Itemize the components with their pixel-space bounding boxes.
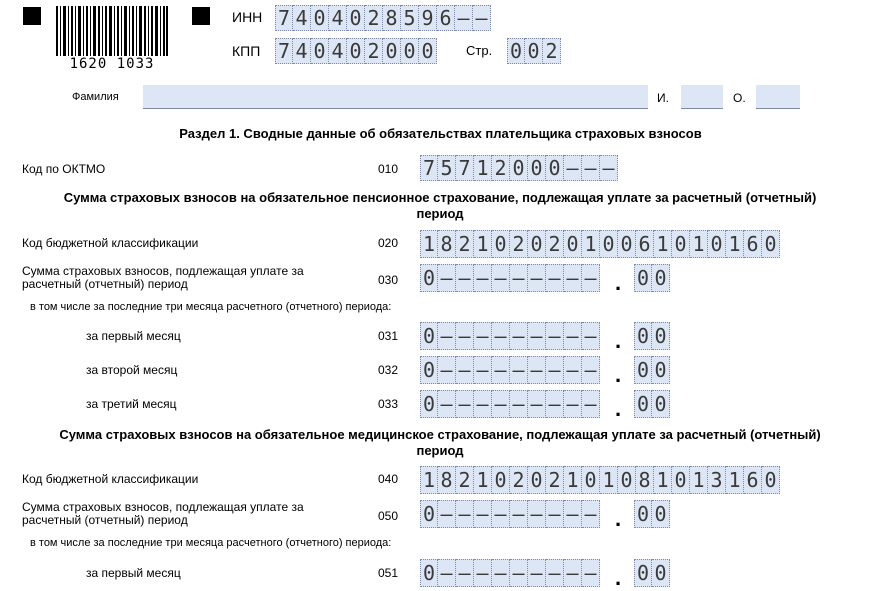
- decimal-point: .: [615, 328, 622, 353]
- corner-marker-left: [23, 7, 41, 25]
- char-cell: 4: [293, 5, 311, 31]
- char-cell: 0: [708, 230, 726, 258]
- char-cell: –: [546, 356, 564, 384]
- char-cell: –: [474, 500, 492, 528]
- char-cell: –: [456, 559, 474, 587]
- decimal-point: .: [615, 396, 622, 421]
- decimal-point: .: [615, 362, 622, 387]
- char-cell: –: [438, 356, 456, 384]
- char-cell: –: [438, 390, 456, 418]
- char-cell: 0: [420, 264, 438, 292]
- char-cell: –: [456, 500, 474, 528]
- inn-label: ИНН: [232, 9, 263, 25]
- char-cell: 2: [546, 230, 564, 258]
- char-cell: 7: [420, 155, 438, 181]
- decimal-point: .: [615, 565, 622, 590]
- char-cell: 1: [564, 466, 582, 494]
- medical-title: Сумма страховых взносов на обязательное медицинское страхование, подлежащая уплате за расчетный (отчетный) период: [59, 427, 821, 458]
- char-cell: 2: [456, 230, 474, 258]
- char-cell: –: [546, 264, 564, 292]
- char-cell: 4: [329, 38, 347, 64]
- char-cell: –: [582, 356, 600, 384]
- page-label: Стр.: [466, 43, 493, 58]
- page-field[interactable]: [507, 38, 561, 64]
- char-cell: –: [564, 356, 582, 384]
- char-cell: 6: [636, 230, 654, 258]
- char-cell: –: [510, 356, 528, 384]
- char-cell: –: [456, 356, 474, 384]
- char-cell: –: [582, 390, 600, 418]
- char-cell: 0: [634, 559, 652, 587]
- char-cell: –: [582, 559, 600, 587]
- char-cell: 0: [582, 466, 600, 494]
- char-cell: –: [474, 356, 492, 384]
- pension-m3-dec[interactable]: [634, 390, 670, 418]
- char-cell: 0: [420, 322, 438, 350]
- char-cell: –: [546, 500, 564, 528]
- medical-sum-label: Сумма страховых взносов, подлежащая уплате за расчетный (отчетный) период: [22, 500, 304, 527]
- char-cell: 0: [652, 356, 670, 384]
- char-cell: 0: [618, 466, 636, 494]
- initial-o-label: О.: [733, 91, 746, 105]
- char-cell: –: [492, 559, 510, 587]
- char-cell: 0: [564, 230, 582, 258]
- char-cell: 6: [744, 466, 762, 494]
- char-cell: 0: [528, 155, 546, 181]
- char-cell: 1: [690, 230, 708, 258]
- char-cell: 9: [419, 5, 437, 31]
- char-cell: 0: [634, 322, 652, 350]
- char-cell: –: [564, 500, 582, 528]
- surname-label: Фамилия: [72, 91, 119, 103]
- char-cell: 0: [420, 500, 438, 528]
- char-cell: 0: [492, 466, 510, 494]
- initial-i-label: И.: [657, 91, 669, 105]
- char-cell: –: [582, 155, 600, 181]
- char-cell: –: [546, 559, 564, 587]
- kpp-label: КПП: [232, 43, 261, 59]
- pension-kbk-field[interactable]: [420, 230, 780, 258]
- barcode-number: 1620 1033: [56, 56, 168, 72]
- char-cell: 0: [420, 356, 438, 384]
- medical-kbk-label: Код бюджетной классификации: [22, 472, 199, 486]
- char-cell: –: [510, 264, 528, 292]
- char-cell: 0: [634, 264, 652, 292]
- pension-sum-dec[interactable]: [634, 264, 670, 292]
- char-cell: 2: [510, 466, 528, 494]
- char-cell: 1: [726, 466, 744, 494]
- char-cell: 0: [618, 230, 636, 258]
- char-cell: 2: [456, 466, 474, 494]
- section-title: Раздел 1. Сводные данные об обязательствах плательщика страховых взносов: [179, 126, 702, 141]
- oktmo-code: 010: [378, 162, 399, 176]
- corner-marker-right: [192, 7, 210, 25]
- medical-months-label: в том числе за последние три месяца расчетного (отчетного) периода:: [30, 537, 392, 549]
- pension-m2-dec[interactable]: [634, 356, 670, 384]
- char-cell: –: [438, 322, 456, 350]
- char-cell: 0: [507, 38, 525, 64]
- char-cell: –: [582, 500, 600, 528]
- char-cell: 4: [293, 38, 311, 64]
- char-cell: 1: [474, 466, 492, 494]
- char-cell: –: [492, 390, 510, 418]
- char-cell: 3: [708, 466, 726, 494]
- char-cell: 0: [347, 5, 365, 31]
- char-cell: –: [510, 559, 528, 587]
- char-cell: –: [510, 390, 528, 418]
- char-cell: 1: [654, 466, 672, 494]
- inn-field[interactable]: [275, 5, 491, 31]
- pension-kbk-code: 020: [378, 236, 399, 250]
- char-cell: 6: [744, 230, 762, 258]
- pension-m1-dec[interactable]: [634, 322, 670, 350]
- char-cell: 0: [634, 390, 652, 418]
- char-cell: 2: [543, 38, 561, 64]
- char-cell: 0: [347, 38, 365, 64]
- char-cell: –: [528, 356, 546, 384]
- pension-m3-label: за третий месяц: [86, 397, 177, 411]
- char-cell: 0: [672, 230, 690, 258]
- char-cell: 0: [634, 356, 652, 384]
- char-cell: –: [456, 322, 474, 350]
- char-cell: –: [492, 264, 510, 292]
- char-cell: 0: [528, 230, 546, 258]
- char-cell: 1: [474, 230, 492, 258]
- char-cell: –: [564, 390, 582, 418]
- medical-kbk-field[interactable]: [420, 466, 780, 494]
- pension-m2-int[interactable]: [420, 356, 600, 384]
- pension-kbk-label: Код бюджетной классификации: [22, 236, 199, 250]
- char-cell: 8: [383, 5, 401, 31]
- char-cell: 8: [438, 230, 456, 258]
- surname-field[interactable]: [143, 85, 648, 109]
- char-cell: –: [492, 500, 510, 528]
- char-cell: –: [492, 322, 510, 350]
- decimal-point: .: [615, 506, 622, 531]
- char-cell: –: [510, 322, 528, 350]
- char-cell: 7: [456, 155, 474, 181]
- char-cell: 4: [329, 5, 347, 31]
- char-cell: –: [474, 559, 492, 587]
- char-cell: –: [473, 5, 491, 31]
- char-cell: 0: [525, 38, 543, 64]
- char-cell: –: [582, 322, 600, 350]
- char-cell: –: [528, 559, 546, 587]
- char-cell: 0: [652, 559, 670, 587]
- char-cell: –: [492, 356, 510, 384]
- pension-sum-int[interactable]: [420, 264, 600, 292]
- char-cell: 0: [311, 38, 329, 64]
- char-cell: –: [438, 500, 456, 528]
- char-cell: 1: [600, 466, 618, 494]
- char-cell: 0: [383, 38, 401, 64]
- char-cell: 1: [726, 230, 744, 258]
- medical-m1-code: 051: [378, 566, 399, 580]
- char-cell: 0: [420, 390, 438, 418]
- char-cell: 2: [510, 230, 528, 258]
- char-cell: 0: [528, 466, 546, 494]
- medical-m1-dec[interactable]: [634, 559, 670, 587]
- medical-sum-dec[interactable]: [634, 500, 670, 528]
- char-cell: 1: [474, 155, 492, 181]
- pension-months-label: в том числе за последние три месяца расчетного (отчетного) периода:: [30, 301, 392, 313]
- char-cell: 0: [762, 230, 780, 258]
- char-cell: –: [438, 264, 456, 292]
- char-cell: –: [455, 5, 473, 31]
- char-cell: 0: [652, 500, 670, 528]
- kpp-field[interactable]: [275, 38, 437, 64]
- pension-m1-code: 031: [378, 329, 399, 343]
- char-cell: –: [474, 390, 492, 418]
- char-cell: –: [564, 322, 582, 350]
- char-cell: 0: [401, 38, 419, 64]
- char-cell: 1: [582, 230, 600, 258]
- medical-m1-int[interactable]: [420, 559, 600, 587]
- char-cell: 7: [275, 5, 293, 31]
- char-cell: 1: [420, 466, 438, 494]
- char-cell: –: [582, 264, 600, 292]
- pension-sum-label: Сумма страховых взносов, подлежащая уплате за расчетный (отчетный) период: [22, 264, 304, 291]
- char-cell: 0: [492, 230, 510, 258]
- char-cell: 2: [546, 466, 564, 494]
- pension-m1-label: за первый месяц: [86, 329, 181, 343]
- char-cell: 0: [652, 264, 670, 292]
- char-cell: –: [528, 322, 546, 350]
- pension-m2-label: за второй месяц: [86, 363, 178, 377]
- char-cell: 1: [654, 230, 672, 258]
- char-cell: –: [600, 155, 618, 181]
- char-cell: 0: [311, 5, 329, 31]
- char-cell: 0: [762, 466, 780, 494]
- char-cell: 1: [420, 230, 438, 258]
- char-cell: –: [528, 390, 546, 418]
- char-cell: –: [456, 390, 474, 418]
- char-cell: 0: [672, 466, 690, 494]
- char-cell: 2: [365, 5, 383, 31]
- char-cell: 7: [275, 38, 293, 64]
- char-cell: 0: [652, 322, 670, 350]
- char-cell: 0: [652, 390, 670, 418]
- char-cell: 5: [401, 5, 419, 31]
- char-cell: 2: [365, 38, 383, 64]
- pension-m1-int[interactable]: [420, 322, 600, 350]
- oktmo-label: Код по ОКТМО: [22, 162, 106, 176]
- medical-m1-label: за первый месяц: [86, 566, 181, 580]
- char-cell: 0: [419, 38, 437, 64]
- char-cell: 6: [437, 5, 455, 31]
- char-cell: 8: [438, 466, 456, 494]
- pension-sum-code: 030: [378, 273, 399, 287]
- char-cell: –: [528, 264, 546, 292]
- char-cell: 8: [636, 466, 654, 494]
- initial-o-field[interactable]: [756, 85, 800, 109]
- medical-sum-int[interactable]: [420, 500, 600, 528]
- char-cell: 0: [600, 230, 618, 258]
- char-cell: –: [474, 264, 492, 292]
- pension-m3-int[interactable]: [420, 390, 600, 418]
- char-cell: –: [546, 390, 564, 418]
- medical-kbk-code: 040: [378, 472, 399, 486]
- char-cell: –: [510, 500, 528, 528]
- char-cell: 2: [492, 155, 510, 181]
- char-cell: 0: [420, 559, 438, 587]
- char-cell: 0: [634, 500, 652, 528]
- char-cell: –: [438, 559, 456, 587]
- char-cell: –: [456, 264, 474, 292]
- char-cell: –: [528, 500, 546, 528]
- char-cell: 5: [438, 155, 456, 181]
- medical-sum-code: 050: [378, 509, 399, 523]
- char-cell: –: [564, 155, 582, 181]
- initial-i-field[interactable]: [681, 85, 723, 109]
- char-cell: 0: [510, 155, 528, 181]
- pension-title: Сумма страховых взносов на обязательное пенсионное страхование, подлежащая уплате за расчетный (отчетный) период: [63, 190, 817, 221]
- pension-m2-code: 032: [378, 363, 399, 377]
- char-cell: –: [474, 322, 492, 350]
- char-cell: 0: [546, 155, 564, 181]
- char-cell: 1: [690, 466, 708, 494]
- decimal-point: .: [615, 270, 622, 295]
- char-cell: –: [564, 559, 582, 587]
- char-cell: –: [546, 322, 564, 350]
- oktmo-field[interactable]: [420, 155, 618, 181]
- barcode-icon: [56, 6, 168, 62]
- char-cell: –: [564, 264, 582, 292]
- pension-m3-code: 033: [378, 397, 399, 411]
